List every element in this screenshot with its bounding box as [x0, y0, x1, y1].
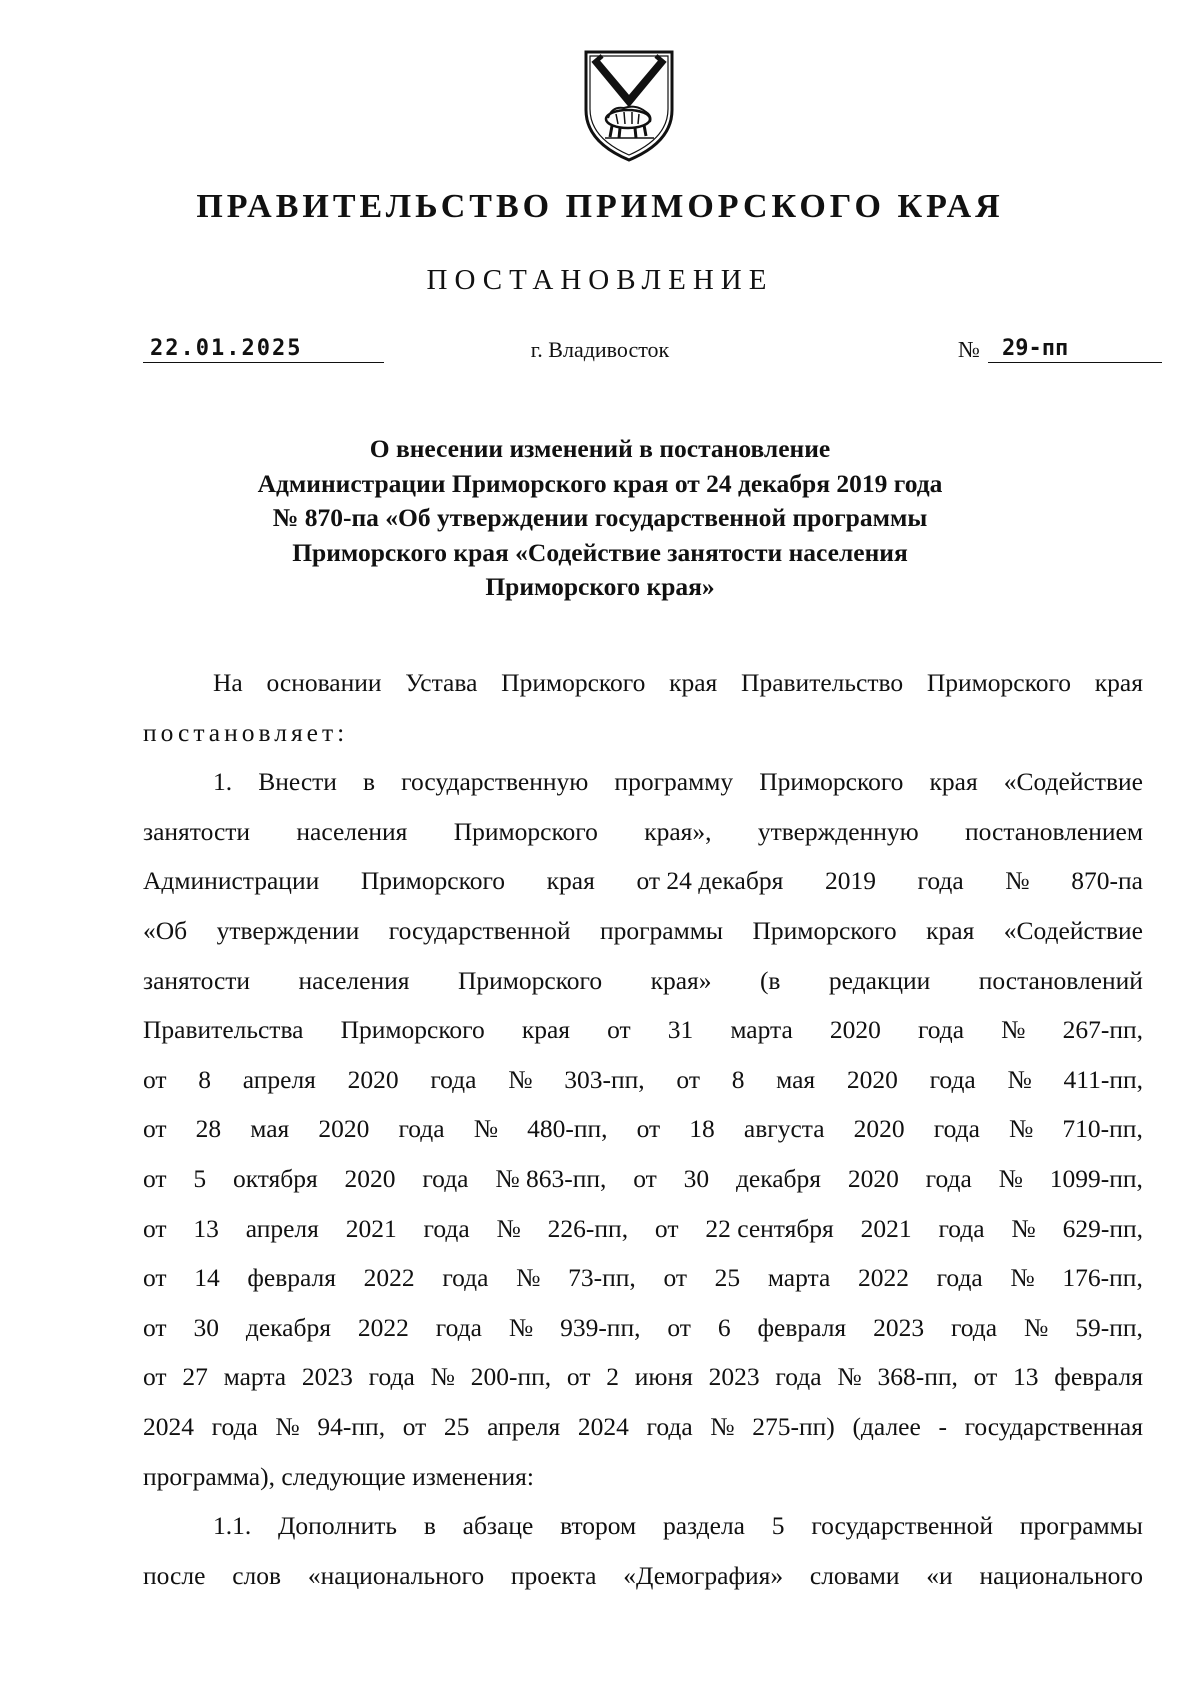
- organization-title: ПРАВИТЕЛЬСТВО ПРИМОРСКОГО КРАЯ: [196, 188, 1004, 225]
- body-word: 2020: [347, 1064, 399, 1094]
- body-word: 2020: [847, 1163, 899, 1193]
- body-word: абзаце: [462, 1511, 534, 1541]
- body-word: занятости: [143, 816, 251, 846]
- body-word: №: [275, 1411, 300, 1441]
- body-word: от: [607, 1015, 631, 1045]
- body-word: №: [998, 1163, 1023, 1193]
- body-line: [143, 658, 1143, 708]
- body-word: от: [143, 1114, 167, 1144]
- body-word: от: [654, 1213, 679, 1243]
- body-word: 2022: [363, 1263, 415, 1293]
- body-word: №: [508, 1312, 534, 1342]
- body-word: года: [929, 1064, 976, 1094]
- body-word: года: [430, 1064, 477, 1094]
- body-word: №: [837, 1362, 862, 1392]
- body-word: года: [646, 1411, 693, 1441]
- body-word: в: [423, 1511, 436, 1541]
- body-word: № 863-пп,: [495, 1163, 607, 1193]
- body-word: года: [435, 1312, 482, 1342]
- body-word: Правительство: [741, 668, 904, 697]
- body-word: 30: [193, 1312, 219, 1342]
- body-word: 275-пп): [752, 1411, 835, 1441]
- body-word: в: [363, 767, 376, 797]
- document-type: ПОСТАНОВЛЕНИЕ: [426, 264, 774, 296]
- body-word: 2024: [143, 1411, 194, 1441]
- body-word: Приморского: [501, 668, 646, 697]
- body-word: программы: [1019, 1511, 1143, 1541]
- body-word: 2: [606, 1362, 619, 1392]
- body-word: 31: [667, 1015, 694, 1045]
- body-word: 59-пп,: [1075, 1312, 1143, 1342]
- body-word: 5: [771, 1511, 785, 1541]
- body-word: края»,: [644, 816, 712, 846]
- body-word: края»: [650, 965, 712, 995]
- body-word: «Содействие: [1003, 915, 1143, 945]
- body-word: февраля: [247, 1263, 337, 1293]
- body-word: 2021: [860, 1213, 912, 1243]
- subject-line: Приморского края»: [485, 572, 715, 601]
- body-word: края: [929, 767, 978, 797]
- subject-line: Приморского края «Содействие занятости населения: [292, 537, 908, 567]
- body-word: государственная: [964, 1411, 1143, 1441]
- body-word: февраля: [1054, 1362, 1143, 1392]
- body-word: 2023: [873, 1312, 925, 1342]
- body-word: 8: [198, 1064, 212, 1094]
- body-word: «и: [926, 1560, 953, 1590]
- body-word: 28: [195, 1114, 222, 1144]
- body-word: марта: [730, 1015, 793, 1045]
- body-word: 18: [689, 1114, 715, 1144]
- body-line: [143, 1501, 1143, 1551]
- body-word: 2023: [708, 1362, 760, 1392]
- body-word: года: [398, 1114, 445, 1144]
- body-word: словами: [809, 1560, 900, 1590]
- body-word: 13: [193, 1213, 219, 1243]
- body-word: населения: [296, 816, 408, 846]
- body-word: июня: [634, 1362, 693, 1392]
- body-word: марта: [223, 1362, 287, 1392]
- body-word: марта: [767, 1263, 831, 1293]
- body-word: программа), следующие изменения:: [143, 1461, 534, 1491]
- body-word: 200-пп,: [470, 1362, 552, 1392]
- body-word: утвержденную: [757, 816, 919, 846]
- body-word: «национального: [307, 1560, 485, 1590]
- body-word: 2020: [318, 1114, 370, 1144]
- body-word: 2022: [357, 1312, 409, 1342]
- number-sign: №: [958, 337, 980, 362]
- body-word: 27: [182, 1362, 208, 1392]
- body-word: 30: [683, 1163, 710, 1193]
- body-word: государственной: [811, 1511, 994, 1541]
- body-word: года: [933, 1114, 980, 1144]
- body-word: 14: [194, 1263, 220, 1293]
- body-word: 939-пп,: [560, 1312, 641, 1342]
- body-word: года: [423, 1213, 470, 1243]
- body-word: августа: [743, 1114, 825, 1144]
- body-word: -: [938, 1411, 947, 1441]
- body-line: [143, 1104, 1143, 1154]
- body-word: 1099-пп,: [1049, 1163, 1143, 1193]
- body-word: края: [926, 915, 975, 945]
- body-line: [143, 757, 1143, 807]
- body-word: Приморского: [453, 816, 598, 846]
- body-line: [143, 1551, 1143, 1601]
- body-word: Приморского: [457, 965, 603, 995]
- body-word: 710-пп,: [1062, 1114, 1143, 1144]
- body-word: от: [402, 1411, 427, 1441]
- body-word: проекта: [510, 1560, 597, 1590]
- body-word: года: [368, 1362, 415, 1392]
- document-city: г. Владивосток: [530, 337, 670, 362]
- body-word: от: [143, 1213, 167, 1243]
- body-line: [143, 1154, 1143, 1204]
- body-word: 8: [731, 1064, 745, 1094]
- body-word: утверждении: [216, 915, 360, 945]
- body-word: Приморского: [340, 1015, 485, 1045]
- body-word: втором: [560, 1511, 637, 1541]
- body-word: края: [521, 1015, 571, 1045]
- body-word: от: [636, 1114, 661, 1144]
- body-word: №: [1010, 1263, 1035, 1293]
- body-word: апреля: [245, 1213, 319, 1243]
- body-word: 1.1.: [213, 1511, 252, 1541]
- body-word: №: [496, 1213, 521, 1243]
- body-word: 2022: [857, 1263, 909, 1293]
- body-word: 2019: [824, 866, 876, 896]
- body-word: 25: [443, 1411, 470, 1441]
- body-word: государственную: [401, 767, 589, 797]
- body-word: 176-пп,: [1062, 1263, 1143, 1293]
- body-word: №: [1024, 1312, 1049, 1342]
- body-word: 870-па: [1071, 866, 1143, 896]
- body-word: постановлений: [978, 965, 1143, 995]
- body-word: государственной: [388, 915, 571, 945]
- body-word: от: [143, 1064, 167, 1094]
- body-word: занятости: [143, 965, 251, 995]
- body-line: [143, 856, 1143, 906]
- body-word: 2020: [344, 1163, 396, 1193]
- body-word: 2021: [345, 1213, 397, 1243]
- body-word: года: [938, 1213, 985, 1243]
- body-word: (далее: [852, 1411, 921, 1441]
- body-word: мая: [776, 1064, 816, 1094]
- body-word: года: [936, 1263, 983, 1293]
- body-word: Приморского: [752, 915, 897, 945]
- body-word: 267-пп,: [1062, 1015, 1143, 1045]
- body-line: [143, 1452, 1143, 1502]
- body-word: 25: [714, 1263, 741, 1293]
- body-word: 73-пп,: [568, 1263, 636, 1293]
- body-word: края: [546, 866, 595, 896]
- body-word: декабря: [245, 1312, 331, 1342]
- body-word: №: [1005, 866, 1030, 896]
- body-word: февраля: [757, 1312, 847, 1342]
- subject-line: О внесении изменений в постановление: [369, 434, 831, 463]
- body-word: 2020: [829, 1015, 881, 1045]
- body-line: [143, 1055, 1143, 1105]
- body-word: от: [143, 1263, 167, 1293]
- body-word: программы: [599, 915, 724, 945]
- body-word: года: [950, 1312, 998, 1342]
- body-word: от: [633, 1163, 657, 1193]
- body-word: На: [213, 668, 243, 697]
- body-word: 94-пп,: [317, 1411, 386, 1441]
- body-word: года: [917, 1015, 965, 1045]
- body-word: №: [516, 1263, 541, 1293]
- body-word: №: [430, 1362, 455, 1392]
- body-line: [143, 956, 1143, 1006]
- body-word: 226-пп,: [547, 1213, 629, 1243]
- body-word: Администрации: [143, 866, 320, 896]
- subject-line: № 870-па «Об утверждении государственной программы: [272, 503, 928, 532]
- document-body: [143, 658, 1143, 1600]
- body-word: 303-пп,: [564, 1064, 645, 1094]
- body-word: №: [1007, 1064, 1032, 1094]
- body-word: 6: [717, 1312, 731, 1342]
- body-word: программу: [614, 767, 734, 797]
- subject-line: Администрации Приморского края от 24 декабря 2019 года: [257, 468, 943, 498]
- body-word: апреля: [487, 1411, 561, 1441]
- body-word: 2020: [846, 1064, 898, 1094]
- body-word: от: [566, 1362, 591, 1392]
- body-word: от: [143, 1312, 167, 1342]
- body-word: «Демография»: [623, 1560, 784, 1590]
- body-word: Устава: [405, 668, 478, 697]
- body-word: 480-пп,: [527, 1114, 608, 1144]
- body-word: постановляет:: [143, 717, 349, 747]
- body-line: [143, 1253, 1143, 1303]
- body-line: [143, 1005, 1143, 1055]
- body-line: [143, 807, 1143, 857]
- body-word: апреля: [242, 1064, 316, 1094]
- body-word: 411-пп,: [1063, 1064, 1143, 1094]
- body-word: №: [508, 1064, 533, 1094]
- body-word: мая: [250, 1114, 290, 1144]
- body-word: основании: [266, 668, 382, 697]
- body-word: Приморского: [759, 767, 904, 797]
- body-word: года: [211, 1411, 258, 1441]
- body-line: [143, 1204, 1143, 1254]
- body-word: 13: [1013, 1362, 1039, 1392]
- body-word: населения: [298, 965, 410, 995]
- body-word: от: [667, 1312, 691, 1342]
- body-word: 5: [193, 1163, 207, 1193]
- body-word: после: [143, 1560, 206, 1590]
- body-word: №: [1011, 1213, 1036, 1243]
- body-word: 2024: [577, 1411, 629, 1441]
- body-word: 1.: [213, 767, 233, 797]
- body-line: [143, 1303, 1143, 1353]
- body-word: края: [1094, 668, 1143, 697]
- body-word: года: [422, 1163, 469, 1193]
- body-word: Дополнить: [278, 1511, 398, 1541]
- body-word: от: [663, 1263, 688, 1293]
- body-word: «Содействие: [1003, 767, 1143, 797]
- body-word: Приморского: [926, 668, 1072, 697]
- body-word: Приморского: [360, 866, 506, 896]
- body-word: октября: [232, 1163, 318, 1193]
- body-word: №: [1008, 1114, 1034, 1144]
- body-word: от: [143, 1163, 167, 1193]
- primorsky-krai-coat-of-arms-icon: [578, 46, 680, 162]
- body-word: декабря: [735, 1163, 822, 1193]
- body-word: Внести: [258, 767, 337, 797]
- body-word: от: [973, 1362, 998, 1392]
- body-word: 368-пп,: [877, 1362, 958, 1392]
- body-word: 2023: [301, 1362, 353, 1392]
- body-line: [143, 906, 1143, 956]
- body-line: [143, 1352, 1143, 1402]
- body-word: года: [917, 866, 964, 896]
- body-word: года: [775, 1362, 822, 1392]
- body-line: [143, 1402, 1143, 1452]
- document-date: 22.01.2025: [143, 336, 384, 363]
- body-word: №: [1001, 1015, 1026, 1045]
- body-word: раздела: [662, 1511, 746, 1541]
- body-word: «Об: [143, 915, 188, 945]
- body-word: №: [710, 1411, 735, 1441]
- body-word: редакции: [828, 965, 931, 995]
- body-word: года: [925, 1163, 972, 1193]
- body-word: 22 сентября: [705, 1213, 834, 1243]
- body-word: национального: [979, 1560, 1143, 1590]
- body-word: от 24 декабря: [636, 866, 784, 896]
- body-word: слов: [232, 1560, 282, 1590]
- body-word: от: [676, 1064, 700, 1094]
- body-word: №: [473, 1114, 499, 1144]
- body-word: года: [442, 1263, 489, 1293]
- body-word: 2020: [853, 1114, 905, 1144]
- body-line: [143, 708, 1143, 758]
- body-word: края: [669, 668, 718, 697]
- body-word: от: [143, 1362, 167, 1392]
- body-word: постановлением: [964, 816, 1143, 846]
- document-number: 29-пп: [988, 336, 1162, 363]
- body-word: 629-пп,: [1062, 1213, 1143, 1243]
- body-word: Правительства: [143, 1015, 304, 1045]
- document-subject: [0, 432, 1200, 605]
- body-word: (в: [759, 965, 781, 995]
